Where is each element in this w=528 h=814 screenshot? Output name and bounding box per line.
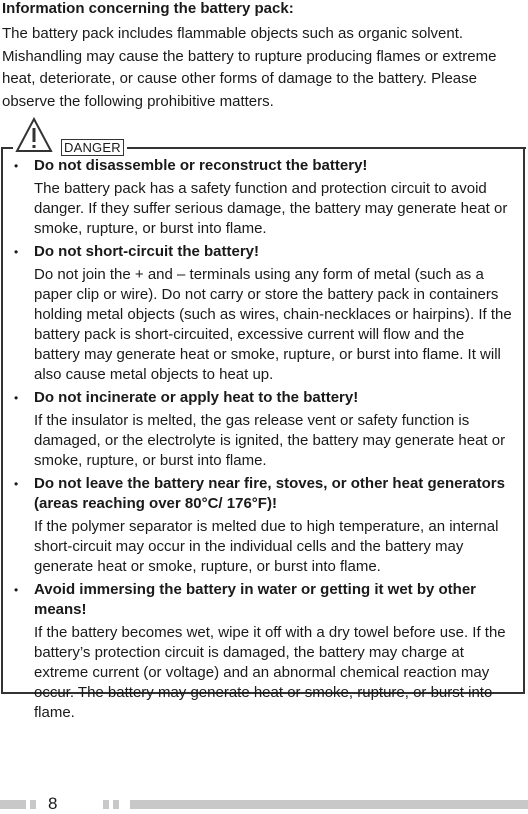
bullet: • — [14, 583, 19, 597]
list-item — [14, 474, 514, 577]
bullet: • — [14, 245, 19, 259]
item-text: If the battery becomes wet, wipe it off with a dry towel before use. If the battery’s protection circuit is damaged, the battery may charge at extreme current (or voltage) and an abnormal chemical reaction may occur. The battery may generate heat or smoke, rupture, or burst into flame. — [34, 624, 506, 721]
footer-bar — [130, 800, 528, 809]
item-title: Avoid immersing the battery in water or getting it wet by other means! — [34, 581, 477, 618]
page-number: 8 — [48, 794, 58, 813]
intro-paragraph: The battery pack includes flammable objects such as organic solvent. Mishandling may cause the battery to rupture producing flames or extreme heat, deteriorate, or cause other forms of damage to the battery. Please observe the following prohibitive matters. — [2, 25, 497, 110]
footer-bar — [30, 800, 36, 809]
prohibition-list — [14, 156, 514, 726]
item-title: Do not short-circuit the battery! — [34, 243, 260, 260]
list-item — [14, 242, 514, 385]
warning-triangle-icon — [15, 117, 53, 153]
item-text: The battery pack has a safety function and protection circuit to avoid danger. If they suffer serious damage, the battery may generate heat or smoke, rupture, or burst into flame. — [34, 180, 508, 237]
danger-box-top-border-right — [127, 147, 526, 149]
item-title: Do not leave the battery near fire, stoves, or other heat generators (areas reaching over 80°C/ 176°F)! — [34, 475, 505, 512]
list-item — [14, 580, 514, 723]
danger-box-top-border-left — [1, 147, 13, 149]
item-text: If the polymer separator is melted due to high temperature, an internal short-circuit may occur in the individual cells and the battery may generate heat or smoke, rupture, or burst into flame. — [34, 518, 499, 575]
bullet: • — [14, 477, 19, 491]
bullet: • — [14, 159, 19, 173]
item-title: Do not incinerate or apply heat to the battery! — [34, 389, 359, 406]
section-heading: Information concerning the battery pack: — [2, 0, 294, 17]
footer-bar — [0, 800, 26, 809]
danger-label: DANGER — [61, 139, 124, 156]
item-text: Do not join the + and – terminals using any form of metal (such as a paper clip or wire). Do not carry or store the battery pack in containers holding metal objects (such as wires, chain-necklaces or hairpins). If the battery pack is short-circuited, excessive current will flow and the battery may generate heat or smoke, rupture, or burst into flame. It will also cause metal objects to heat up. — [34, 266, 512, 383]
footer-bar — [113, 800, 119, 809]
bullet: • — [14, 391, 19, 405]
item-text: If the insulator is melted, the gas release vent or safety function is damaged, or the electrolyte is ignited, the battery may generate heat or smoke, rupture, or burst into flame. — [34, 412, 506, 469]
list-item — [14, 156, 514, 239]
list-item — [14, 388, 514, 471]
footer-bar — [103, 800, 109, 809]
item-title: Do not disassemble or reconstruct the battery! — [34, 157, 368, 174]
